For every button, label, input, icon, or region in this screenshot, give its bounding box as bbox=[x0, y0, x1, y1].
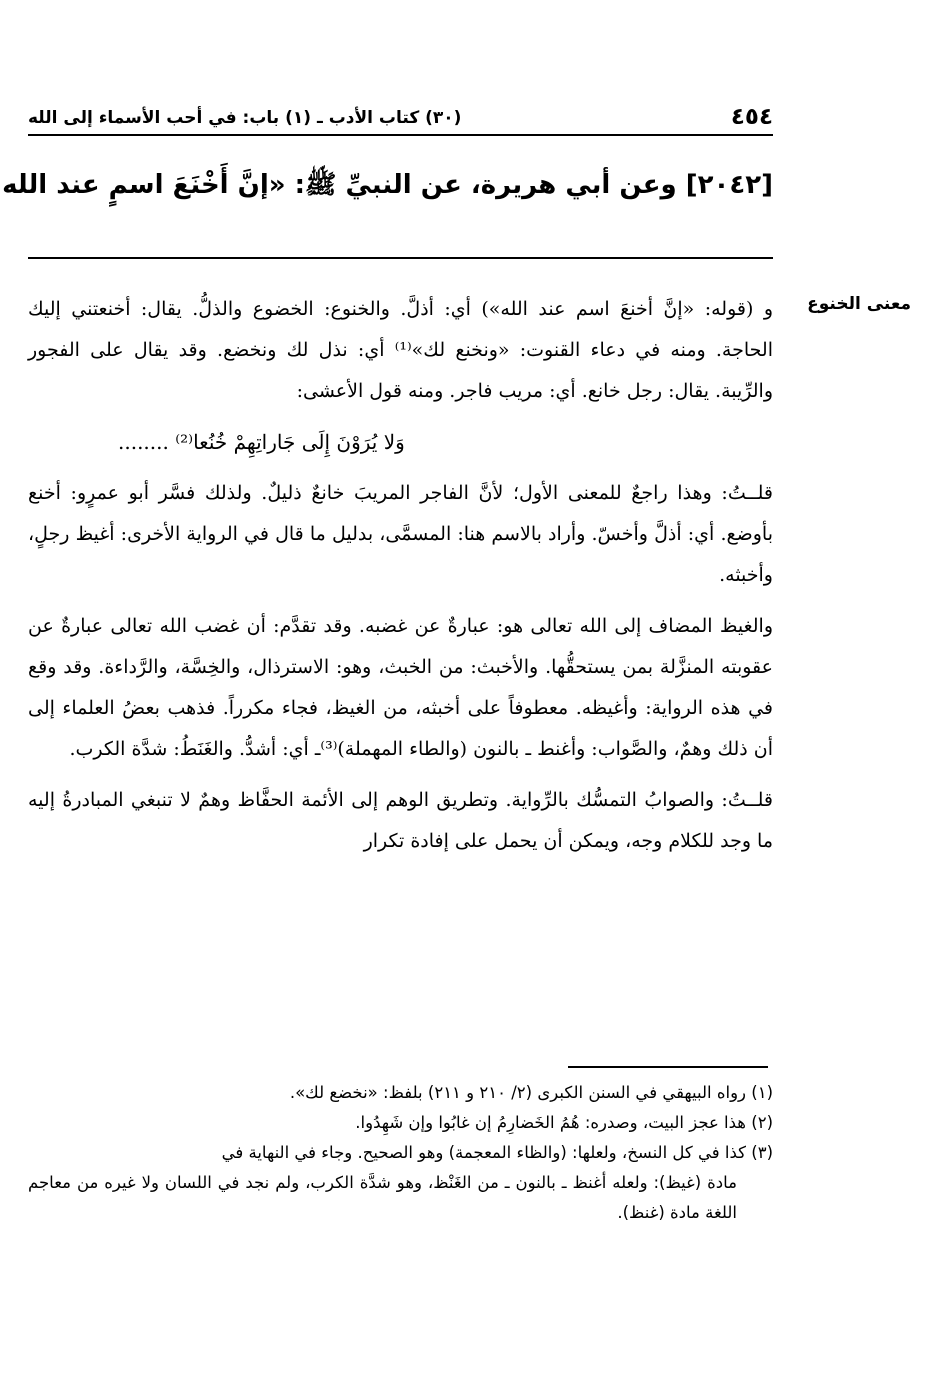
paragraph: قلــتُ: وهذا راجعٌ للمعنى الأول؛ لأنَّ الفاجر المريبَ خانعٌ ذليلٌ. ولذلك فسَّر أبو عمرٍو: أخنع بأوضع. أي: أذلَّ وأخسّ. وأراد بالاسم هنا: المسمَّى، بدليل ما قال في الرواية الأخرى: أغيظ رجلٍ، وأخبثه. bbox=[28, 482, 773, 586]
hadith-text: [٢٠٤٢] وعن أبي هريرة، عن النبيِّ ﷺ: «إنَّ أَخْنَعَ اسمٍ عند الله bbox=[2, 170, 773, 200]
running-head: (٣٠) كتاب الأدب ـ (١) باب: في أحب الأسماء إلى الله bbox=[28, 108, 462, 128]
margin-note: معنى الخنوع bbox=[807, 294, 911, 314]
footnote-divider bbox=[568, 1066, 768, 1068]
footnotes bbox=[28, 1078, 773, 1228]
paragraph: و (قوله: «إنَّ أخنعَ اسم عند الله») أي: أذلَّ. والخنوع: الخضوع والذلُّ. يقال: أخنعتني إليك الحاجة. ومنه في دعاء القنوت: «ونخنع لك»⁽¹⁾ أي: نذل لك ونخضع. وقد يقال على الفجور والرِّيبة. يقال: رجل خانع. أي: مريب فاجر. ومنه قول الأعشى: bbox=[28, 298, 773, 402]
verse-line bbox=[28, 422, 773, 463]
footnote: (٣) كذا في كل النسخ، ولعلها: (والظاء المعجمة) وهو الصحيح. وجاء في النهاية في bbox=[221, 1143, 773, 1162]
page-header bbox=[28, 104, 773, 136]
verse-text: وَلا يُرَوْنَ إِلَى جَاراتِهِمْ خُنُعا⁽²⁾ bbox=[175, 430, 405, 454]
page-number: ٤٥٤ bbox=[730, 104, 773, 130]
footnote: (٢) هذا عجز البيت، وصدره: هُمُ الخَضارِمُ إن غابُوا وإن شَهِدُوا. bbox=[355, 1113, 773, 1132]
section-divider bbox=[28, 257, 773, 259]
commentary-body bbox=[28, 289, 773, 872]
footnote: (١) رواه البيهقي في السنن الكبرى (٢/ ٢١٠ و ٢١١) بلفظ: «نخضع لك». bbox=[289, 1083, 773, 1102]
paragraph: والغيظ المضاف إلى الله تعالى هو: عبارةٌ عن غضبه. وقد تقدَّم: أن غضب الله تعالى عبارةٌ عن عقوبته المنزَّلة بمن يستحقُّها. والأخبث: من الخبث، وهو: الاسترذال، والخِسَّة، والرَّداءة. وقد وقع في هذه الرواية: وأغيظه. معطوفاً على أخبثه، من الغيظ، فجاء مكرراً. فذهب بعضُ العلماء إلى أن ذلك وهمٌ، والصَّواب: وأغنط ـ بالنون (والطاء المهملة)⁽³⁾ـ أي: أشدُّ. والغَنَطُ: شدَّة الكرب. bbox=[28, 615, 773, 760]
verse-ellipsis: ........ bbox=[118, 430, 169, 454]
paragraph: قلــتُ: والصوابُ التمسُّك بالرِّواية. وتطريق الوهم إلى الأئمة الحفَّاظ وهمٌ لا تنبغي المبادرةُ إليه ما وجد للكلام وجه، ويمكن أن يحمل على إفادة تكرار bbox=[28, 789, 773, 852]
footnote-continuation: مادة (غيظ): ولعله أغنظ ـ بالنون ـ من الغَنْظ، وهو شدَّة الكرب، ولم نجد في اللسان ولا غيره من معاجم اللغة مادة (غنظ). bbox=[28, 1173, 737, 1222]
